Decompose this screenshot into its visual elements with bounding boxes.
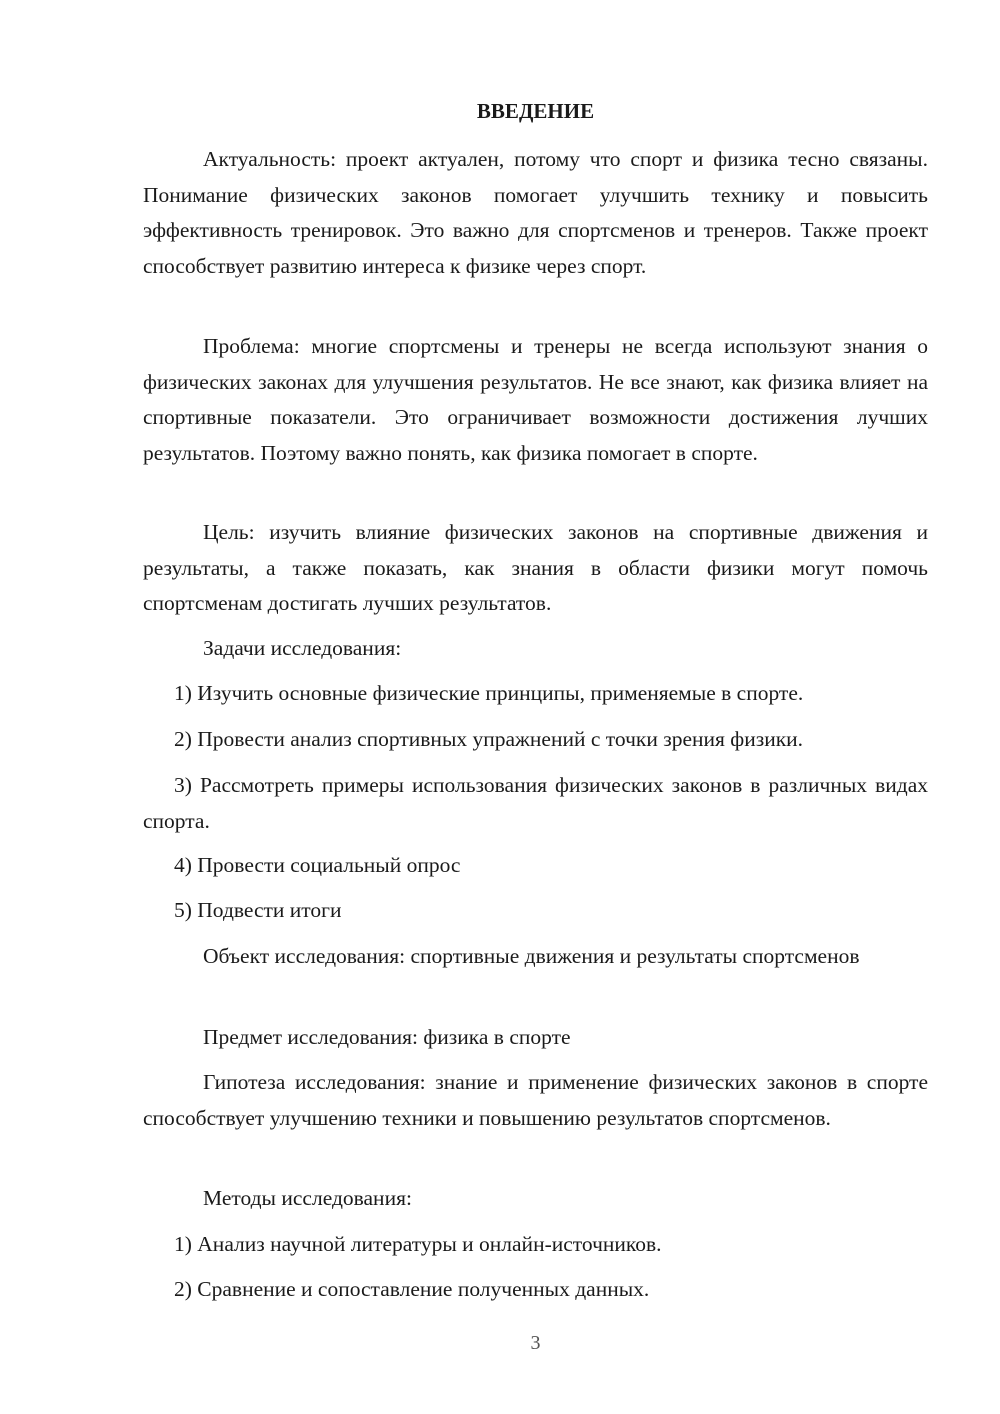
paragraph-tasks-heading: Задачи исследования: xyxy=(203,636,402,660)
paragraph-subject: Предмет исследования: физика в спорте xyxy=(203,1025,571,1049)
method-item-2: 2) Сравнение и сопоставление полученных данных. xyxy=(174,1277,650,1301)
paragraph-relevance: Актуальность: проект актуален, потому что спорт и физика тесно связаны. Понимание физических законов помогает улучшить технику и повысить эффективность тренировок. Это важно для спортсменов и тренеров. Также проект способствует развитию интереса к физике через спорт. xyxy=(143,147,928,278)
method-item-1: 1) Анализ научной литературы и онлайн-источников. xyxy=(174,1232,662,1256)
paragraph-hypothesis: Гипотеза исследования: знание и применение физических законов в спорте способствует улучшению техники и повышению результатов спортсменов. xyxy=(143,1070,928,1130)
paragraph-object: Объект исследования: спортивные движения и результаты спортсменов xyxy=(203,944,860,968)
document-page xyxy=(143,0,928,1414)
section-heading: ВВЕДЕНИЕ xyxy=(476,99,595,123)
page-number: 3 xyxy=(530,1332,541,1354)
task-item-2: 2) Провести анализ спортивных упражнений с точки зрения физики. xyxy=(174,727,804,751)
paragraph-goal: Цель: изучить влияние физических законов на спортивные движения и результаты, а также показать, как знания в области физики могут помочь спортсменам достигать лучших результатов. xyxy=(143,520,928,615)
task-item-5: 5) Подвести итоги xyxy=(174,898,342,922)
paragraph-problem: Проблема: многие спортсмены и тренеры не всегда используют знания о физических законах для улучшения результатов. Не все знают, как физика влияет на спортивные показатели. Это ограничивает возможности достижения лучших результатов. Поэтому важно понять, как физика помогает в спорте. xyxy=(143,334,928,465)
task-item-3: 3) Рассмотреть примеры использования физических законов в различных видах спорта. xyxy=(143,773,928,833)
paragraph-methods-heading: Методы исследования: xyxy=(203,1186,412,1210)
task-item-1: 1) Изучить основные физические принципы, применяемые в спорте. xyxy=(174,681,804,705)
task-item-4: 4) Провести социальный опрос xyxy=(174,853,461,877)
